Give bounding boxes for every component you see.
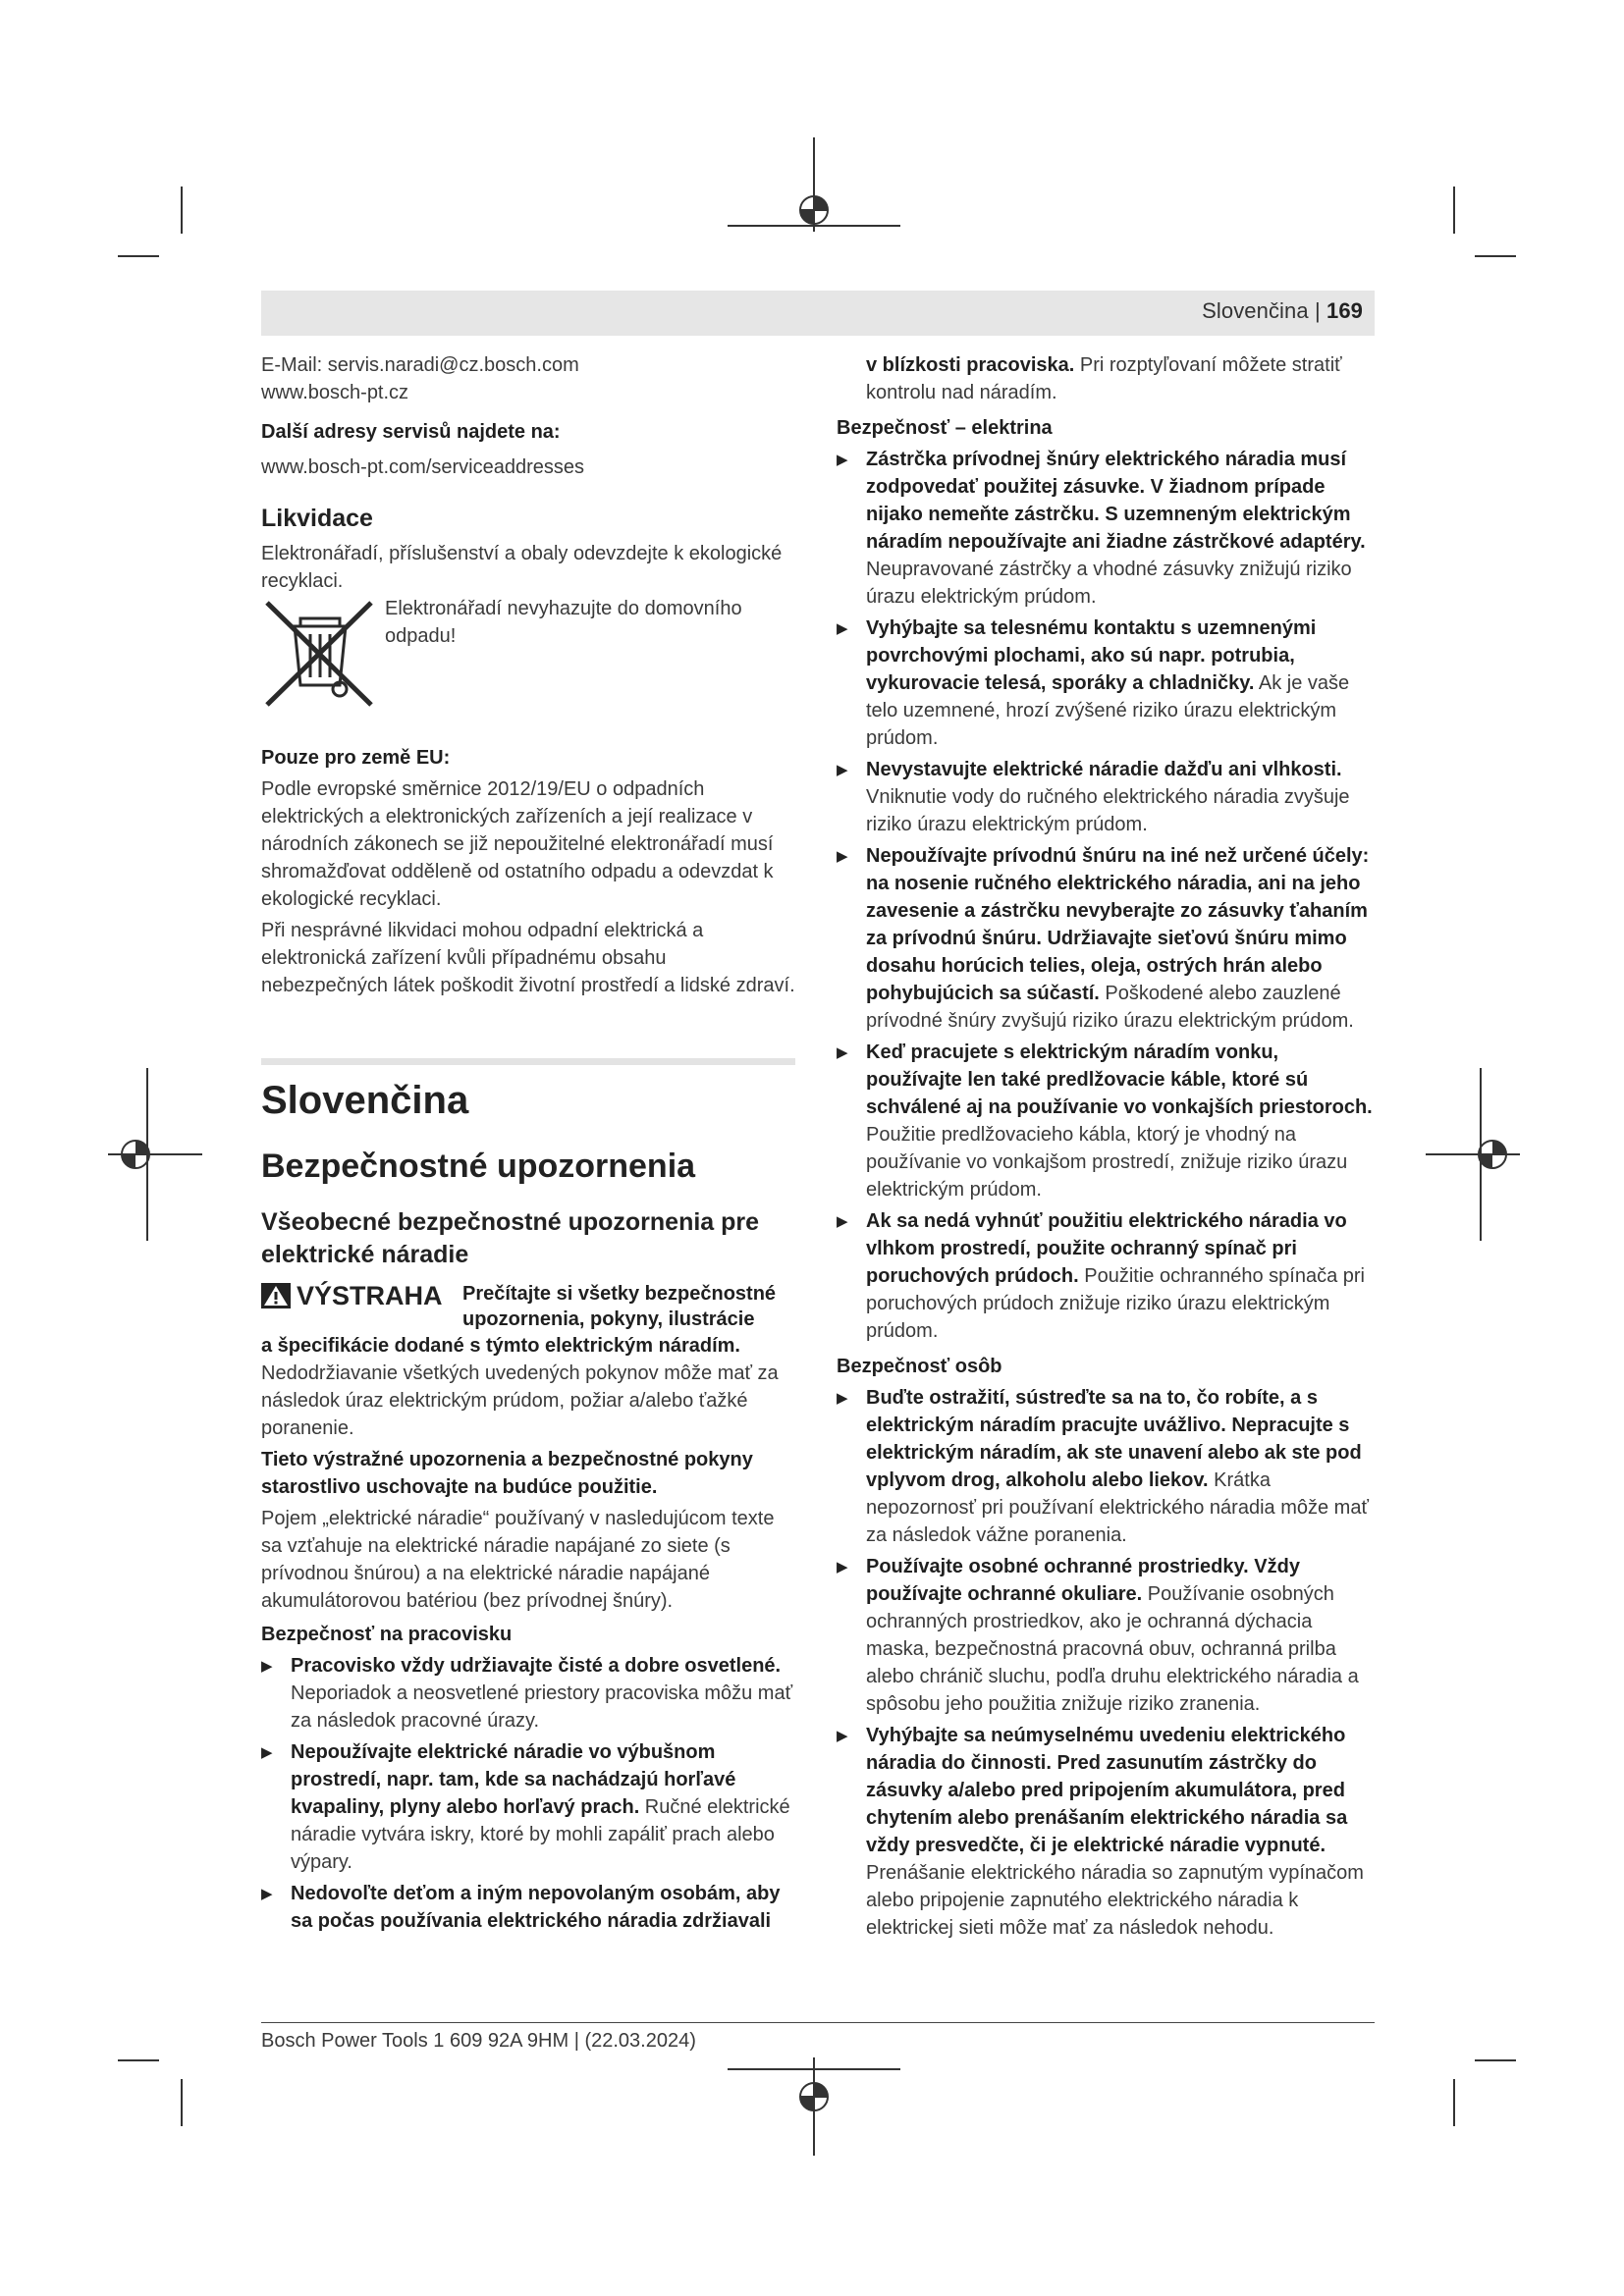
workplace-title: Bezpečnosť na pracovisku: [261, 1624, 513, 1645]
page-header: [261, 291, 1375, 336]
eu-text-2: Při nesprávné likvidaci mohou odpadní elektrická a elektronická zařízení kvůli případnému obsahu nebezpečných látek poškodit životní prostředí a lidské zdraví.: [261, 920, 795, 996]
warning-lead: Prečítajte si všetky bezpečnostné upozornenia, pokyny, ilustrácie: [462, 1283, 777, 1330]
crop-mark: [181, 2079, 183, 2126]
continuation-text: v blízkosti pracoviska. Pri rozptyľovaní môžete stratiť kontrolu nad náradím.: [866, 354, 1342, 403]
warning-label: VÝSTRAHA: [297, 1281, 443, 1310]
language-title: Slovenčina: [261, 1079, 469, 1122]
keep-notice: Tieto výstražné upozornenia a bezpečnostné pokyny starostlivo uschovajte na budúce použitie.: [261, 1449, 753, 1498]
registration-mark-icon: [108, 1068, 202, 1241]
contact-email: E-Mail: servis.naradi@cz.bosch.com: [261, 354, 579, 376]
warning-text: Nedodržiavanie všetkých uvedených pokynov môže mať za následok úraz elektrickým prúdom, požiar a/alebo ťažké poranenie.: [261, 1362, 779, 1439]
footer-text: Bosch Power Tools 1 609 92A 9HM | (22.03.2024): [261, 2030, 696, 2052]
warning-lead-continued: a špecifikácie dodané s týmto elektrickým náradím.: [261, 1335, 740, 1357]
header-language: Slovenčina: [1202, 298, 1309, 323]
registration-mark-icon: [1426, 1068, 1520, 1241]
disposal-weee-text: Elektronářadí nevyhazujte do domovního odpadu!: [385, 598, 742, 647]
warning-triangle-icon: [261, 1283, 291, 1308]
term-text: Pojem „elektrické náradie“ používaný v nasledujúcom texte sa vzťahuje na elektrické náradie napájané zo siete (s prívodnou šnúrou) a na elektrické náradie napájané akumulátorovou batériou (bez prívodnej šnúry).: [261, 1508, 775, 1612]
workplace-list: [261, 1652, 795, 1935]
list-item: ▶ Vyhýbajte sa neúmyselnému uvedeniu elektrického náradia do činnosti. Pred zasunutím zástrčky do zásuvky a/alebo pred pripojením akumulátora, pred chytením alebo prenášaním elektrického náradia sa vždy presvedčte, či je elektrické náradie vypnuté. Prenášanie elektrického náradia so zapnutým vypínačom alebo pripojenie zapnutého elektrického náradia k elektrickej sieti môže mať za následok nehodu.: [837, 1722, 1375, 1942]
safety-title: Bezpečnostné upozornenia: [261, 1148, 696, 1185]
warning-badge: [261, 1281, 462, 1310]
weee-row: [261, 595, 795, 713]
list-item: ▶ Ak sa nedá vyhnúť použitiu elektrického náradia vo vlhkom prostredí, použite ochranný spínač pri poruchových prúdoch. Použitie ochranného spínača pri poruchových prúdoch znižuje riziko úrazu elektrickým prúdom.: [837, 1207, 1375, 1345]
list-item: ▶ Pracovisko vždy udržiavajte čisté a dobre osvetlené. Neporiadok a neosvetlené priestory pracoviska môžu mať za následok pracovné úrazy.: [261, 1652, 795, 1735]
list-item: ▶ Používajte osobné ochranné prostriedky. Vždy používajte ochranné okuliare. Používanie osobných ochranných prostriedkov, ako je ochranná dýchacia maska, bezpečnostná pracovná obuv, ochranná prilba alebo chránič sluchu, podľa druhu elektrického náradia a spôsobu jeho použitia znižuje riziko zranenia.: [837, 1553, 1375, 1718]
section-divider: [261, 1058, 795, 1065]
header-text: Slovenčina | 169: [1202, 298, 1363, 323]
list-item: ▶ Nedovoľte deťom a iným nepovolaným osobám, aby sa počas používania elektrického náradia zdržiavali: [261, 1880, 795, 1935]
registration-mark-icon: [728, 137, 900, 232]
list-item: ▶ Keď pracujete s elektrickým náradím vonku, používajte len také predlžovacie káble, ktoré sú schválené aj na používanie vo vonkajších priestoroch. Použitie predlžovacieho kábla, ktorý je vhodný na používanie vo vonkajšom prostredí, znižuje riziko úrazu elektrickým prúdom.: [837, 1039, 1375, 1203]
eu-title: Pouze pro země EU:: [261, 747, 451, 769]
crop-mark: [118, 2059, 159, 2061]
warning-row: [261, 1281, 795, 1332]
electrical-list: [837, 446, 1375, 1345]
right-column: [837, 351, 1375, 1942]
personal-list: [837, 1384, 1375, 1942]
list-item: ▶ Nepoužívajte prívodnú šnúru na iné než určené účely: na nosenie ručného elektrického náradia, ani na jeho zavesenie a zástrčku nevyberajte zo zásuvky ťahaním za prívodnú šnúru. Udržiavajte sieťovú šnúru mimo dosahu horúcich telies, oleja, ostrých hrán alebo pohybujúcich sa súčastí. Poškodené alebo zauzlené prívodné šnúry zvyšujú riziko úrazu elektrickým prúdom.: [837, 842, 1375, 1035]
disposal-title: Likvidace: [261, 505, 373, 532]
registration-mark-icon: [728, 2057, 900, 2156]
contact-web: www.bosch-pt.cz: [261, 382, 409, 403]
list-item: ▶ Vyhýbajte sa telesnému kontaktu s uzemnenými povrchovými plochami, ako sú napr. potrubia, vykurovacie telesá, sporáky a chladničky. Ak je vaše telo uzemnené, hrozí zvýšené riziko úrazu elektrickým prúdom.: [837, 614, 1375, 752]
disposal-text: Elektronářadí, příslušenství a obaly odevzdejte k ekologické recyklaci.: [261, 543, 783, 592]
crop-mark: [118, 255, 159, 257]
eu-text-1: Podle evropské směrnice 2012/19/EU o odpadních elektrických a elektronických zařízeních a její realizace v národních zákonech se již nepoužitelné elektronářadí musí shromažďovat odděleně od ostatního odpadu a odevzdat k ekologické recyklaci.: [261, 778, 774, 910]
list-item: ▶ Nepoužívajte elektrické náradie vo výbušnom prostredí, napr. tam, kde sa nachádzajú horľavé kvapaliny, plyny alebo horľavý prach. Ručné elektrické náradie vytvára iskry, ktoré by mohli zapáliť prach alebo výpary.: [261, 1738, 795, 1876]
crop-mark: [1475, 255, 1516, 257]
list-item: ▶ Nevystavujte elektrické náradie dažďu ani vlhkosti. Vniknutie vody do ručného elektrického náradia zvyšuje riziko úrazu elektrickým prúdom.: [837, 756, 1375, 838]
more-addresses-url: www.bosch-pt.com/serviceaddresses: [261, 456, 585, 478]
crop-mark: [1453, 2079, 1455, 2126]
crossed-out-bin-icon: [261, 595, 377, 713]
general-safety-title: Všeobecné bezpečnostné upozornenia pre elektrické náradie: [261, 1208, 760, 1268]
personal-title: Bezpečnosť osôb: [837, 1356, 1002, 1377]
list-item: ▶ Buďte ostražití, sústreďte sa na to, čo robíte, a s elektrickým náradím pracujte uvážlivo. Nepracujte s elektrickým náradím, ak ste unavení alebo ak ste pod vplyvom drog, alkoholu alebo liekov. Krátka nepozornosť pri používaní elektrického náradia môže mať za následok vážne poranenia.: [837, 1384, 1375, 1549]
page-number: 169: [1326, 298, 1363, 323]
crop-mark: [181, 187, 183, 234]
more-addresses-label: Další adresy servisů najdete na:: [261, 421, 561, 443]
left-column: [261, 351, 795, 1935]
electrical-title: Bezpečnosť – elektrina: [837, 417, 1053, 439]
crop-mark: [1453, 187, 1455, 234]
crop-mark: [1475, 2059, 1516, 2061]
list-item: ▶ Zástrčka prívodnej šnúry elektrického náradia musí zodpovedať použitej zásuvke. V žiadnom prípade nijako nemeňte zástrčku. S uzemneným elektrickým náradím nepoužívajte ani žiadne zástrčkové adaptéry. Neupravované zástrčky a vhodné zásuvky znižujú riziko úrazu elektrickým prúdom.: [837, 446, 1375, 611]
footer-divider: [261, 2022, 1375, 2023]
